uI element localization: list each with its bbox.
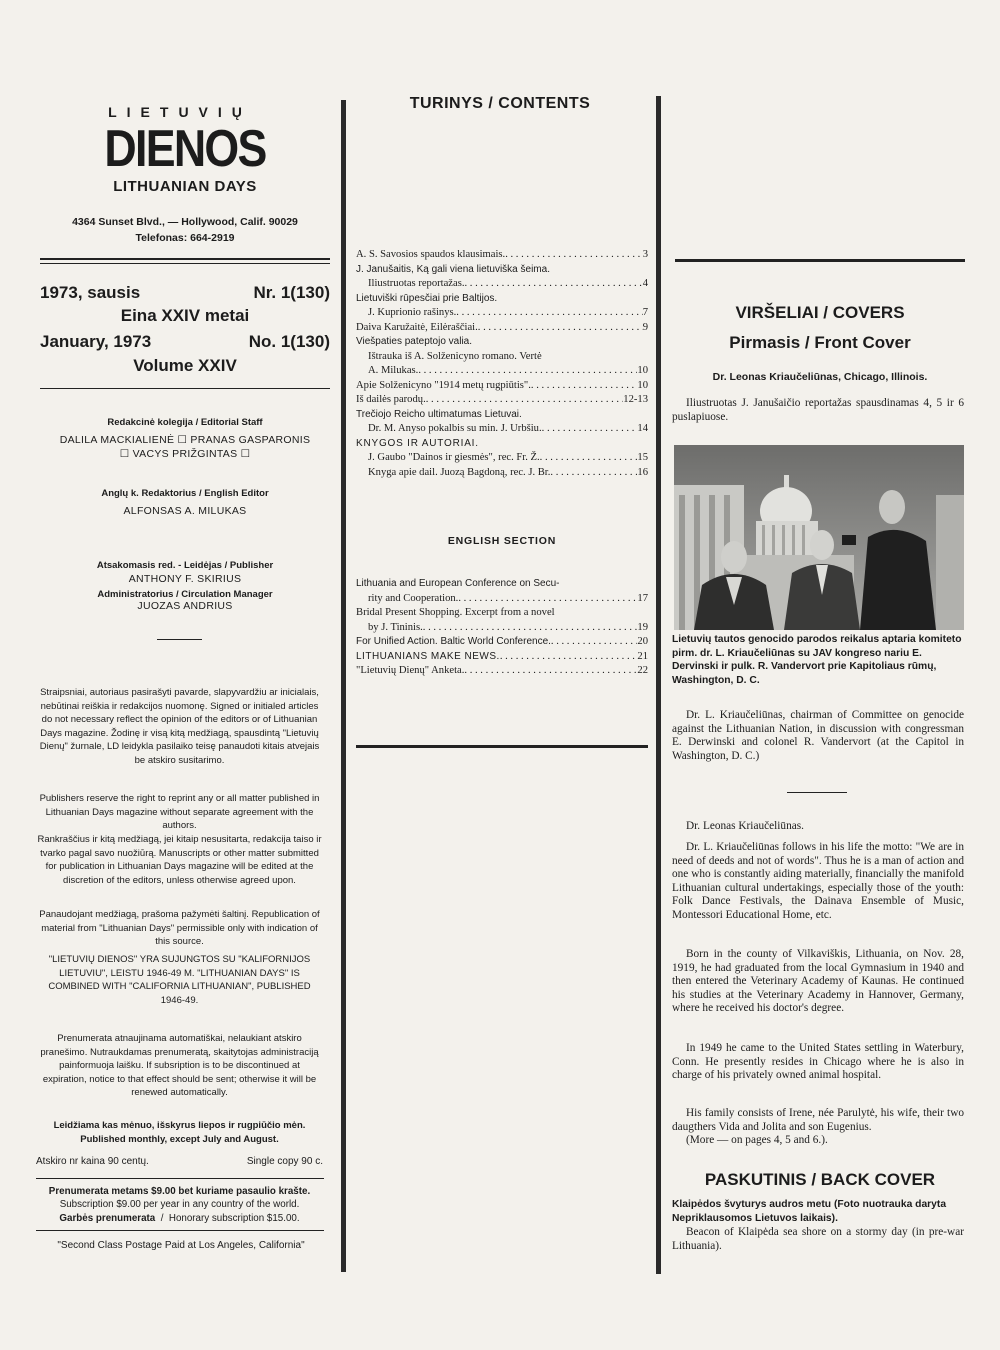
english-editor-heading: Anglų k. Redaktorius / English Editor [101,488,269,499]
bio-name: Dr. Leonas Kriaučeliūnas. [686,820,804,832]
toc-entry: A. S. Savosios spaudos klausimais. . . . 3 [356,248,648,263]
editorial-staff-block [40,417,330,460]
postage-notice: "Second Class Postage Paid at Los Angeles, California" [57,1240,305,1251]
issue-row-lt [40,283,330,303]
publisher-phone: Telefonas: 664-2919 [135,232,235,244]
editorial-staff-heading: Redakcinė kolegija / Editorial Staff [107,417,263,428]
toc-entry: Lithuania and European Conference on Secu- [356,578,560,589]
honorary-subscription: Garbės prenumerata / Honorary subscription $15.00. [59,1212,300,1224]
front-cover-person: Dr. Leonas Kriaučeliūnas, Chicago, Illinois. [712,371,928,383]
editorial-staff-line2: ☐ VACYS PRIŽGINTAS ☐ [119,448,251,460]
price-row [36,1156,323,1167]
toc-entry: J. Gaubo "Dainos ir giesmės", rec. Fr. Ž. . . . 15 [356,451,648,466]
toc-entry: "Lietuvių Dienų" Anketa. . . . 22 [356,664,648,679]
toc-entry: J. Janušaitis, Ką gali viena lietuviška šeima. [356,263,550,275]
editorial-staff-line1: DALILA MACKIALIENĖ ☐ PRANAS GASPARONIS [59,434,311,446]
toc-entry: Iliustruotas reportažas. . . . 4 [356,277,648,292]
toc-english [356,577,648,679]
toc-entry: A. Milukas. . . . 10 [356,364,648,379]
toc-entry: Daiva Karužaitė, Eilėraščiai. . . . 9 [356,321,648,336]
issue-divider [40,388,330,389]
bio-paragraph-3: In 1949 he came to the United States settling in Waterbury, Conn. He presently resides in Chicago where he is also in charge of his privately owned animal hospital. [672,1042,964,1082]
issue-volume-en: Volume XXIV [133,356,237,375]
toc-entry: For Unified Action. Baltic World Conference. . . . 20 [356,635,648,650]
toc-entry: Bridal Present Shopping. Excerpt from a novel [356,607,555,618]
toc-entry: Ištrauka iš A. Solženicyno romano. Vertė [368,350,542,362]
notice-reprint: Publishers reserve the right to reprint any or all matter published in Lithuanian Days magazine without separate agreement with the authors. [39,793,320,832]
notice-subscription-renewal: Prenumerata atnaujinama automatiškai, nelaukiant atskiro pranešimo. Nutraukdamas prenumeratą, skaitytojas administraciją painformuoja laišku. If subsription is to be discontinued at expiration, notice to that effect should be sent; otherwise it will be renewed automatically. [40,1033,319,1099]
publisher-block [40,560,330,612]
toc-entry: Lietuviški rūpesčiai prie Baltijos. [356,292,498,304]
masthead-lithuanian-days: LITHUANIAN DAYS [113,178,257,195]
issue-row-en [40,332,330,352]
caption-divider [787,792,847,793]
issue-number-en: No. 1(130) [248,332,330,351]
toc-entry: by J. Tininis. . . . 19 [356,621,648,636]
toc-entry: Apie Solženicyno "1914 metų rugpiūtis". . . . 10 [356,379,648,394]
english-section-title: ENGLISH SECTION [447,535,557,547]
bio-more: (More — on pages 4, 5 and 6.). [686,1134,828,1146]
bio-paragraph-2: Born in the county of Vilkaviškis, Lithuania, on Nov. 28, 1919, he had graduated from the local Gymnasium in 1940 and then entered the Veterinary Academy of Kaunas. He continued his studies at the Veterinary Academy in Hannover, Germany, where he received his doctor's degree. [672,948,964,1015]
masthead-dienos: DIENOS [104,120,266,178]
back-cover-en: Beacon of Klaipėda sea shore on a stormy day (in pre-war Lithuania). [672,1226,964,1252]
masthead-divider-top-thin [40,263,330,264]
bio-paragraph-1: Dr. L. Kriaučeliūnas follows in his life the motto: "We are in need of deeds and not of words". Thus he is a man of action and one who is constantly aiding materially, financially the manifold Lithuanian cultural undertakings, especially those of the youth: Folk Dance Festivals, the Dainava Ensemble of Music, Montessori Educational Home, etc. [672,841,964,921]
issue-date-en: January, 1973 [40,332,152,351]
toc-entry: Dr. M. Anyso pokalbis su min. J. Urbšiu. . . . 14 [356,422,648,437]
publisher-address: 4364 Sunset Blvd., — Hollywood, Calif. 90029 [72,216,298,228]
column-divider-right [656,96,661,1274]
capitol-photo-illustration [674,445,964,630]
honorary-en: Honorary subscription $15.00. [168,1212,300,1224]
notice-combined: "LIETUVIŲ DIENOS" YRA SUJUNGTOS SU "KALIFORNIJOS LIETUVIU", LEISTU 1946-49 M. "LITHUANIAN DAYS" IS COMBINED WITH "CALIFORNIA LITHUANIAN", PUBLISHED 1946-49. [48,954,311,1006]
back-cover-lt: Klaipėdos švyturys audros metu (Foto nuotrauka daryta Nepriklausomos Lietuvos laikais). [672,1199,947,1224]
notice-republication: Panaudojant medžiagą, prašoma pažymėti šaltinį. Republication of material from "Lithuanian Days" permissible only with indication of this source. [39,909,320,948]
issue-volume-lt: Eina XXIV metai [120,306,250,325]
toc-entry: Iš dailės parodų. . . . 12-13 [356,393,648,408]
toc-lithuanian [356,248,648,480]
notice-signed-articles: Straipsniai, autoriaus pasirašyti pavarde, slapyvardžiu ar inicialais, nebūtinai reiškia ir redakcijos nuomonę. Signed or initialed articles do not necessary reflect the opinion of the editors or of Lithuanian Days magazine. Žodinę ir visą kitą medžiagą, spausdintą "Lietuvių Dienų" žurnale, LD leidykla pasilaiko teisę panaudoti kitais atvejais be atskiro susitarimo. [39,687,320,766]
capitol-photo [674,445,964,630]
toc-entry: Trečiojo Reicho ultimatumas Lietuvai. [356,408,522,420]
notice-manuscripts: Rankraščius ir kitą medžiagą, jei kitaip nesusitarta, redakcija taiso ir tvarko pagal savo nuožiūrą. Manuscripts or other matter submitted for publication in Lithuanian Days magazine will be edited at the discretion of the editors, unless otherwise agreed upon. [37,834,322,886]
price-en: Single copy 90 c. [246,1156,323,1167]
english-editor-block [40,488,330,517]
subscription-divider [36,1230,324,1231]
toc-entry: LITHUANIANS MAKE NEWS. . . . 21 [356,650,648,665]
toc-entry: KNYGOS IR AUTORIAI. [356,437,479,449]
issue-date-lt: 1973, sausis [40,283,141,302]
contents-bottom-divider [356,745,648,748]
covers-top-divider [675,259,965,262]
toc-entry: rity and Cooperation. . . . 17 [356,592,648,607]
bio-paragraph-4: His family consists of Irene, née Parulytė, his wife, their two daugthers Vida and Jolita and son Eugenius. [672,1107,964,1133]
column-divider-left [341,100,346,1272]
front-cover-title: Pirmasis / Front Cover [729,333,911,352]
honorary-lt: Garbės prenumerata [59,1212,156,1224]
toc-entry: J. Kuprionio rašinys. . . . 7 [356,306,648,321]
photo-caption-en: Dr. L. Kriaučeliūnas, chairman of Committee on genocide against the Lithuanian Nation, in discussion with congressman E. Derwinski and colonel R. Vandervort (at the Capitol in Washington, D. C.) [672,709,964,762]
masthead-lietuviu: LIETUVIŲ [108,104,252,120]
price-lt: Atskiro nr kaina 90 centų. [36,1156,149,1167]
subscription-lt: Prenumerata metams $9.00 bet kuriame pasaulio krašte. [48,1186,311,1197]
issue-number-lt: Nr. 1(130) [253,283,330,302]
price-divider [36,1178,324,1179]
subscription-en: Subscription $9.00 per year in any country of the world. [59,1199,300,1211]
english-editor-name: ALFONSAS A. MILUKAS [123,505,247,517]
notice-published-monthly: Leidžiama kas mėnuo, išskyrus liepos ir rugpiūčio mėn. Published monthly, except July and August. [53,1120,306,1145]
photo-caption-lt: Lietuvių tautos genocido parodos reikalus aptaria komiteto pirm. dr. L. Kriaučeliūnas su JAV kongreso nariu E. Dervinski ir pulk. R. Vandervort prie Kapitoliaus rūmų, Washington, D. C. [672,634,962,686]
publisher-heading: Atsakomasis red. - Leidėjas / Publisher [96,560,274,571]
toc-entry: Viešpaties pateptojo valia. [356,336,473,347]
publisher-name: ANTHONY F. SKIRIUS [128,573,242,585]
back-cover-title: PASKUTINIS / BACK COVER [704,1170,936,1189]
covers-title: VIRŠELIAI / COVERS [735,303,905,322]
contents-title: TURINYS / CONTENTS [409,95,591,112]
staff-short-divider [157,639,202,640]
toc-entry: Knyga apie dail. Juozą Bagdoną, rec. J. Br. . . . 16 [356,466,648,481]
subscription-block [36,1185,323,1225]
circulation-name: JUOZAS ANDRIUS [137,600,233,612]
masthead-divider-top [40,258,330,260]
publisher-address-block [40,214,330,246]
circulation-heading: Administratorius / Circulation Manager [97,589,273,600]
front-cover-note: Iliustruotas J. Janušaičio reportažas spausdinamas 4, 5 ir 6 puslapiuose. [672,397,964,423]
